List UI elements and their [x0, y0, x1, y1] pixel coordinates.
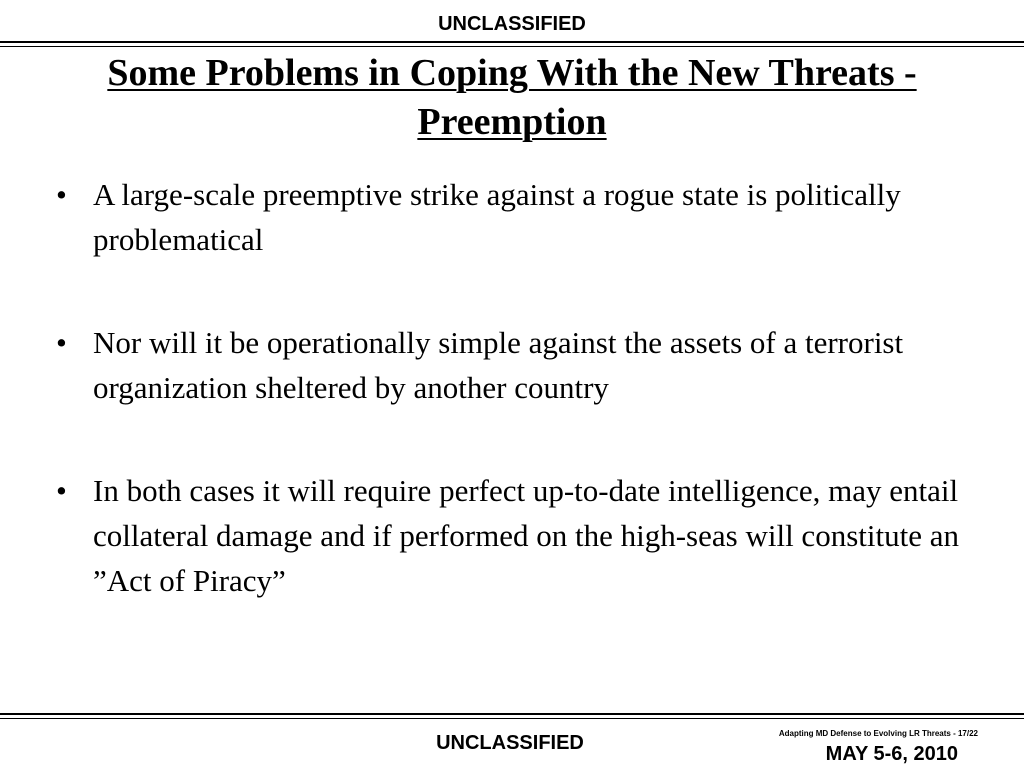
bullet-item: [56, 468, 976, 603]
bottom-classification-banner: UNCLASSIFIED: [436, 732, 584, 754]
bullet-item: [56, 172, 976, 262]
footer-caption: Adapting MD Defense to Evolving LR Threats - 17/22: [778, 729, 978, 738]
bullet-list: [56, 172, 976, 603]
bullet-dot-icon: •: [56, 177, 67, 212]
slide-title-line-2: Preemption: [417, 101, 607, 143]
bullet-dot-icon: •: [56, 325, 67, 360]
bullet-text: In both cases it will require perfect up-to-date intelligence, may entail collateral damage and if performed on the high-seas will constitute an ”Act of Piracy”: [93, 473, 959, 598]
header-rule-thin: [0, 46, 1024, 47]
bullet-item: [56, 320, 976, 410]
bullet-text: Nor will it be operationally simple against the assets of a terrorist organization sheltered by another country: [93, 325, 904, 405]
slide-title-line-1: Some Problems in Coping With the New Threats -: [107, 52, 917, 94]
bullet-dot-icon: •: [56, 473, 67, 508]
bullet-text: A large-scale preemptive strike against a rogue state is politically problematical: [93, 177, 901, 257]
top-classification-banner: UNCLASSIFIED: [438, 13, 586, 35]
header-rule-thick: [0, 41, 1024, 43]
footer-rule-thick: [0, 713, 1024, 715]
footer-date: MAY 5-6, 2010: [825, 743, 958, 765]
footer-rule-thin: [0, 718, 1024, 719]
slide-title: [0, 49, 1024, 147]
